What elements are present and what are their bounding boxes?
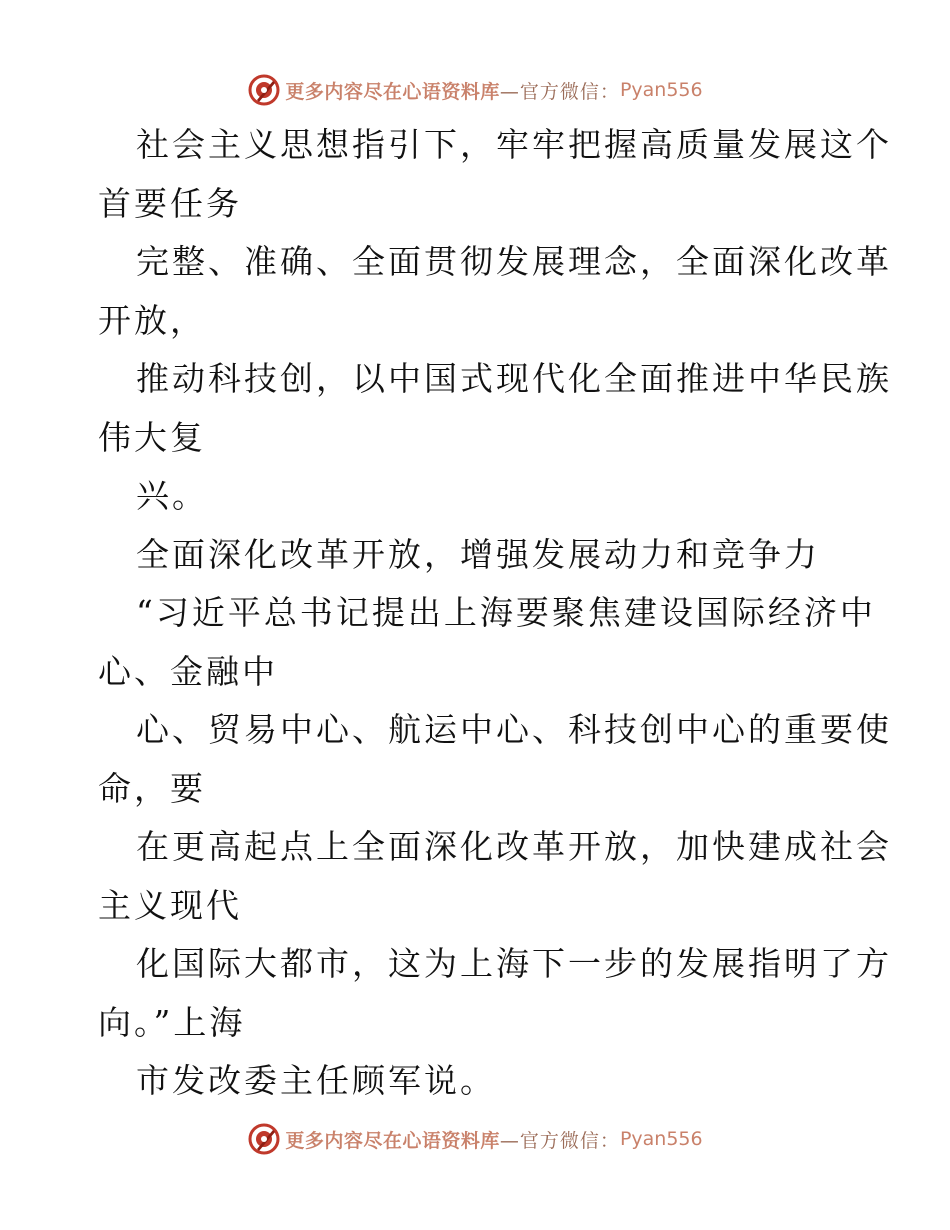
text-line: 推动科技创，以中国式现代化全面推进中华民族 xyxy=(136,359,892,398)
header-watermark xyxy=(0,70,950,110)
text-line: 心、金融中 xyxy=(98,651,278,691)
text-line: 在更高起点上全面深化改革开放，加快建成社会 xyxy=(136,827,892,866)
seal-pen-icon xyxy=(247,73,281,107)
text-line: 向。”上海 xyxy=(98,1002,246,1042)
text-line: 社会主义思想指引下，牢牢把握高质量发展这个 xyxy=(136,125,892,164)
text-line: 市发改委主任顾军说。 xyxy=(136,1061,496,1100)
watermark-wechat-label: —官方微信： xyxy=(499,80,620,103)
text-line: 首要任务 xyxy=(98,183,242,223)
text-line: 主义现代 xyxy=(98,885,242,925)
text-line: 兴。 xyxy=(136,476,208,515)
footer-watermark xyxy=(0,1119,950,1159)
text-line: 命，要 xyxy=(98,768,206,808)
text-line: “习近平总书记提出上海要聚焦建设国际经济中 xyxy=(136,593,876,632)
watermark-wechat-id: Pyan556 xyxy=(619,1128,703,1150)
watermark-wechat-id: Pyan556 xyxy=(619,79,703,101)
text-line: 伟大复 xyxy=(98,417,206,457)
watermark-brand-text: 更多内容尽在心语资料库 xyxy=(285,80,500,103)
seal-pen-icon xyxy=(247,1122,281,1156)
text-line: 完整、准确、全面贯彻发展理念，全面深化改革 xyxy=(136,242,892,281)
document-body xyxy=(98,116,892,1111)
text-line: 全面深化改革开放，增强发展动力和竞争力 xyxy=(136,534,820,574)
text-line: 心、贸易中心、航运中心、科技创中心的重要使 xyxy=(136,710,892,749)
watermark-brand-text: 更多内容尽在心语资料库 xyxy=(285,1129,500,1152)
text-line: 化国际大都市，这为上海下一步的发展指明了方 xyxy=(136,944,892,983)
watermark-wechat-label: —官方微信： xyxy=(499,1129,620,1152)
text-line: 开放， xyxy=(98,300,206,340)
